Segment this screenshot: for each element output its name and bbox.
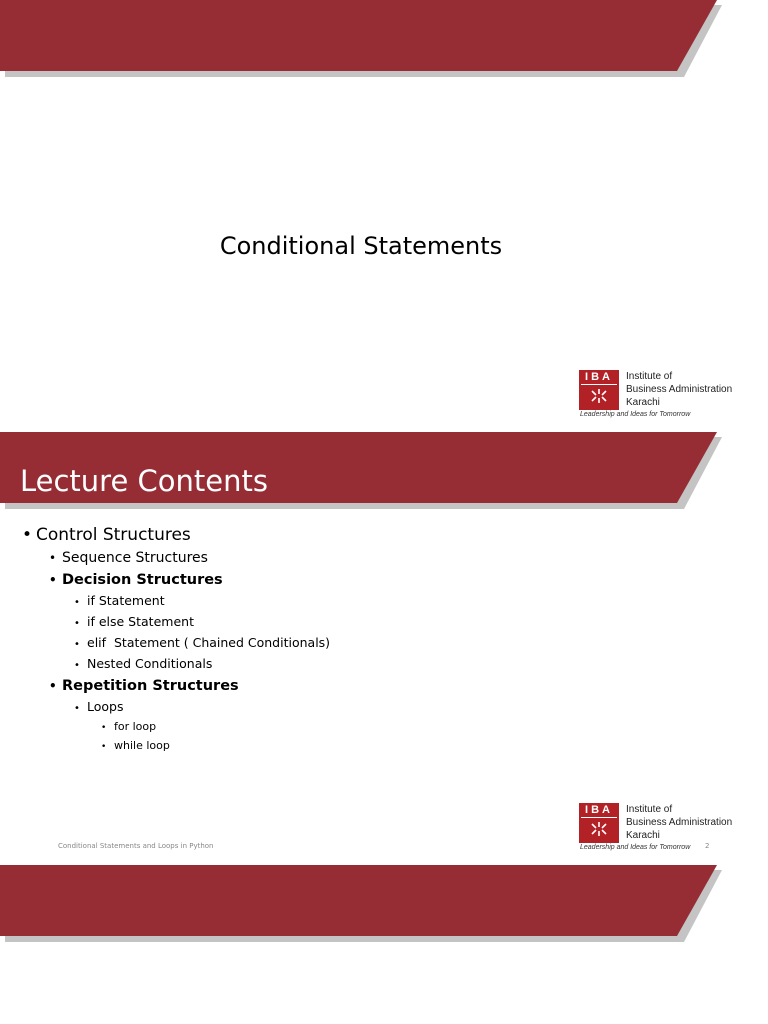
- logo-tagline: Leadership and Ideas for Tomorrow: [580, 411, 691, 418]
- next-slide: [0, 865, 768, 1024]
- star-emblem-icon: [591, 821, 607, 837]
- contents-list: [22, 523, 330, 756]
- list-item: • Nested Conditionals: [74, 656, 213, 671]
- list-item: • Decision Structures • if Statement • if else Statement • elif Statement ( Chained Conditionals) • Nested Conditionals: [49, 569, 330, 675]
- slide-footer: Conditional Statements and Loops in Python: [58, 842, 214, 850]
- list-item: • Control Structures • Sequence Structures • Decision Structures • if Statement • if else Statement • elif Statement ( Chained Conditionals) • Nested Conditionals • Repetition Structures • Loops • for loop • while loop: [22, 523, 330, 756]
- list-item: • Sequence Structures: [49, 550, 208, 566]
- iba-logo: [579, 370, 754, 422]
- logo-abbr: IBA: [585, 804, 613, 816]
- list-item: • if else Statement: [74, 614, 194, 629]
- list-item: • while loop: [101, 739, 170, 752]
- iba-logo: [579, 803, 754, 855]
- contents-slide: [0, 432, 768, 864]
- list-item: • for loop: [101, 720, 157, 733]
- logo-tagline: Leadership and Ideas for Tomorrow: [580, 844, 691, 851]
- list-item: • Repetition Structures • Loops • for loop • while loop: [49, 675, 330, 756]
- list-item: • Loops • for loop • while loop: [74, 697, 330, 756]
- list-item: • elif Statement ( Chained Conditionals): [74, 635, 331, 650]
- next-slide-banner: [0, 865, 768, 945]
- top-banner: [0, 0, 768, 80]
- slide-heading: Lecture Contents: [20, 464, 268, 498]
- logo-institute-name: Institute of Business Administration Karachi: [626, 804, 733, 841]
- list-item: • if Statement: [74, 593, 165, 608]
- page-number: 2: [705, 842, 710, 850]
- title-slide: [0, 0, 768, 432]
- logo-institute-name: Institute of Business Administration Karachi: [626, 371, 733, 408]
- star-emblem-icon: [591, 388, 607, 404]
- slide-title: Conditional Statements: [219, 232, 503, 260]
- iba-logo-mark: [579, 803, 619, 843]
- iba-logo-mark: [579, 370, 619, 410]
- logo-abbr: IBA: [585, 371, 613, 383]
